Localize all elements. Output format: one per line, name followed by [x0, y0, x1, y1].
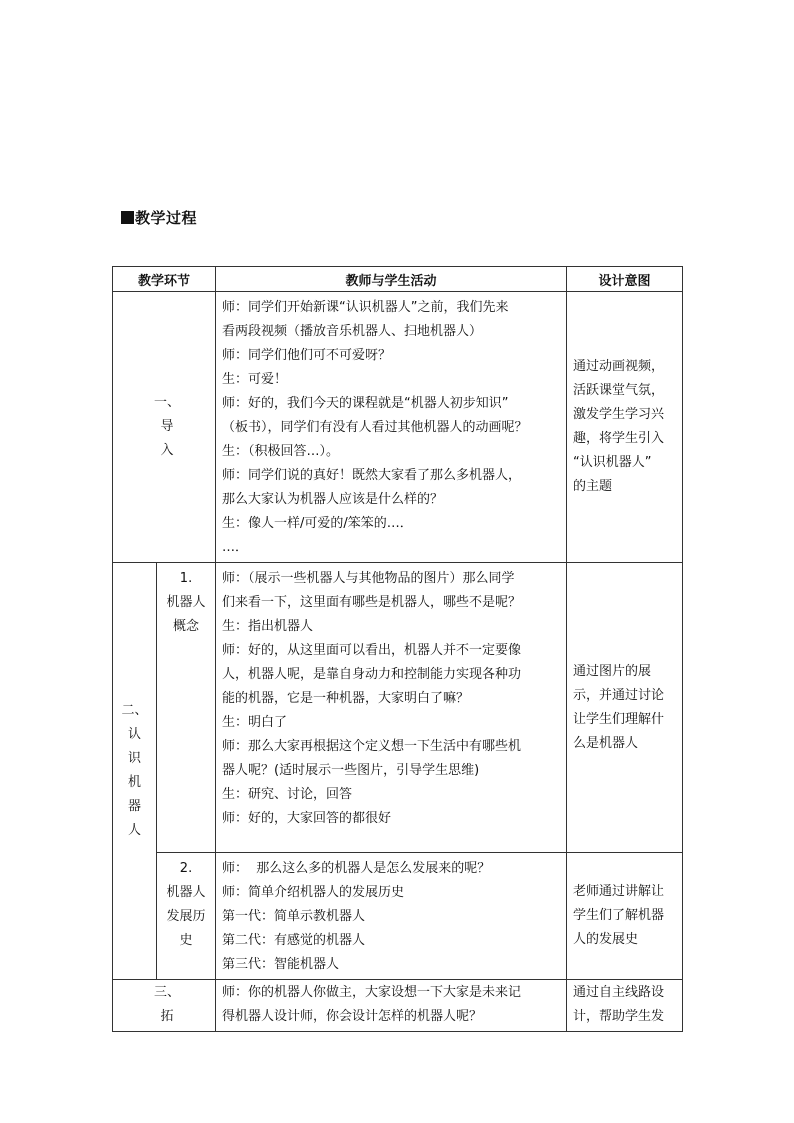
intent-line: 通过动画视频， [573, 359, 665, 374]
intent-line: 么是机器人 [573, 735, 639, 751]
intent-line: 活跃课堂气氛， [573, 383, 665, 398]
intent-line: 激发学生学习兴 [573, 407, 665, 422]
square-bullet-icon [121, 211, 134, 224]
substage-cell-history [157, 853, 216, 980]
intent-line: 的主题 [573, 479, 613, 494]
activity-line: 师：好的，我们今天的课程就是“机器人初步知识” [222, 396, 509, 411]
activity-line: 生：指出机器人 [222, 619, 314, 634]
activity-line: 生：明白了 [222, 715, 288, 730]
stage-cell-intro [113, 292, 216, 563]
activity-line: 师：好的，大家回答的都很好 [222, 811, 392, 826]
table-row [113, 563, 683, 853]
intent-line: “认识机器人” [573, 455, 652, 470]
stage-label: 识 [127, 751, 141, 766]
stage-label: 人 [127, 823, 141, 838]
table-row [113, 853, 683, 980]
activity-line: 看两段视频（播放音乐机器人、扫地机器人） [222, 324, 483, 339]
activity-line: 师：简单介绍机器人的发展历史 [222, 885, 405, 900]
substage-label: 机器人 [166, 885, 206, 900]
stage-label: 器 [127, 799, 141, 814]
intent-line: 通过自主线路设 [573, 985, 665, 1000]
substage-label: 机器人 [166, 595, 206, 610]
activity-line: 们来看一下，这里面有哪些是机器人，哪些不是呢？ [222, 595, 522, 610]
activity-line: 师：那么大家再根据这个定义想一下生活中有哪些机 [222, 739, 522, 754]
activity-cell [216, 853, 567, 980]
activity-line: 第一代：简单示教机器人 [222, 909, 366, 924]
activity-line: 人，机器人呢，是靠自身动力和控制能力实现各种功 [222, 667, 522, 682]
stage-cell-extend [113, 980, 216, 1032]
activity-line: 生：（积极回答…）。 [222, 444, 340, 459]
activity-line: 师：好的，从这里面可以看出，机器人并不一定要像 [222, 643, 522, 658]
activity-line: 师：（展示一些机器人与其他物品的图片）那么同学 [222, 571, 515, 586]
header-activity: 教师与学生活动 [216, 267, 567, 292]
intent-line: 计，帮助学生发 [573, 1009, 665, 1024]
stage-label: 三、 [154, 985, 181, 1000]
activity-line: 师：同学们他们可不可爱呀？ [222, 348, 392, 363]
table-row [113, 980, 683, 1032]
table-header-row [113, 267, 683, 292]
activity-line: （板书），同学们有没有人看过其他机器人的动画呢？ [222, 420, 528, 435]
substage-label: 概念 [173, 619, 200, 634]
stage-label: 导 [160, 419, 174, 434]
intent-line: 趣，将学生引入 [573, 431, 665, 446]
stage-label: 入 [160, 443, 174, 458]
activity-line: 师：同学们开始新课“认识机器人”之前，我们先来 [222, 300, 509, 315]
activity-line: 得机器人设计师，你会设计怎样的机器人呢？ [222, 1009, 483, 1024]
substage-label: 史 [179, 933, 193, 948]
stage-label: 拓 [160, 1009, 174, 1024]
intent-line: 学生们了解机器 [573, 908, 665, 923]
activity-line: …． [222, 540, 249, 555]
intent-cell [567, 980, 683, 1032]
substage-label: 2. [179, 861, 193, 876]
activity-line: 生：像人一样/可爱的/笨笨的…． [222, 516, 413, 531]
activity-line: 那么大家认为机器人应该是什么样的？ [222, 492, 444, 507]
activity-line: 第三代：智能机器人 [222, 957, 340, 972]
activity-cell [216, 292, 567, 563]
intent-cell [567, 853, 683, 980]
header-stage: 教学环节 [113, 267, 216, 292]
activity-cell [216, 980, 567, 1032]
table-row [113, 292, 683, 563]
activity-line: 师：同学们说的真好！既然大家看了那么多机器人， [222, 468, 522, 483]
section-heading [121, 207, 197, 228]
activity-cell [216, 563, 567, 853]
stage-label: 认 [127, 727, 141, 742]
activity-line: 生：研究、讨论，回答 [222, 787, 353, 802]
intent-cell [567, 292, 683, 563]
intent-line: 老师通过讲解让 [573, 884, 665, 899]
activity-line: 能的机器，它是一种机器，大家明白了嘛？ [222, 691, 470, 706]
intent-line: 人的发展史 [573, 932, 639, 947]
substage-label: 发展历 [166, 909, 206, 924]
stage-label: 机 [127, 775, 141, 790]
teaching-process-table [112, 266, 683, 1032]
stage-cell-recognize [113, 563, 157, 980]
activity-line: 生：可爱！ [222, 372, 288, 387]
intent-line: 让学生们理解什 [573, 711, 665, 727]
header-intent: 设计意图 [567, 267, 683, 292]
activity-line: 第二代：有感觉的机器人 [222, 933, 366, 948]
substage-label: 1. [179, 571, 193, 586]
intent-cell [567, 563, 683, 853]
intent-line: 示，并通过讨论 [573, 687, 665, 703]
section-heading-text: 教学过程 [135, 209, 198, 227]
activity-line: 师：你的机器人你做主，大家设想一下大家是未来记 [222, 985, 522, 1000]
activity-line: 器人呢？(适时展示一些图片，引导学生思维) [222, 763, 480, 778]
activity-line: 师： 那么这么多的机器人是怎么发展来的呢？ [222, 861, 491, 876]
stage-label: 一、 [154, 395, 181, 410]
intent-line: 通过图片的展 [573, 663, 652, 679]
substage-cell-concept [157, 563, 216, 853]
stage-label: 二、 [121, 703, 148, 718]
